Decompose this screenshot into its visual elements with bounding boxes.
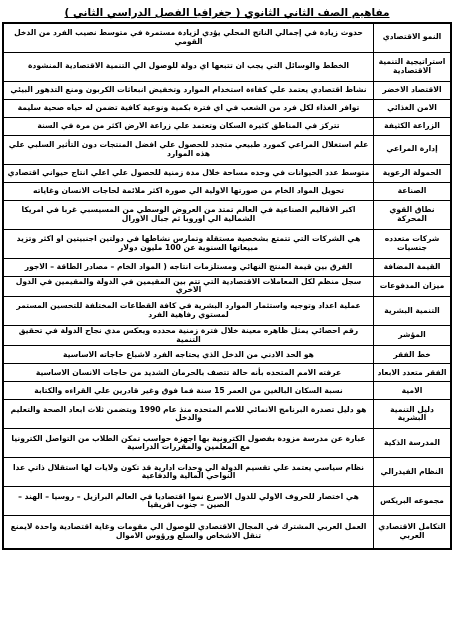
concept-definition: علم استغلال المراعي كمورد طبيعي متجدد للحصول علي افضل المنتجات دون التأثير السلبي علي هذه الموارد — [3, 135, 374, 164]
concept-term: خط الفقر — [374, 346, 452, 364]
concept-definition: هي الشركات التي تتمتع بشخصية مستقلة وتمارس نشاطها في دولتين اجنبيتين او اكثر وتزيد مبيعاتها السنوية عن 100 مليون دولار — [3, 229, 374, 258]
concept-term: شركات متعدده جنسيات — [374, 229, 452, 258]
table-row — [3, 135, 451, 164]
concept-term: المؤشر — [374, 325, 452, 345]
concept-definition: نسبة السكان البالغين من العمر 15 سنة فما فوق وغير قادرين علي القراءه والكتابة — [3, 382, 374, 400]
concept-term: التنمية البشرية — [374, 296, 452, 325]
concept-definition: رقم احصائي يمثل ظاهره معينة خلال فترة زمنية محدده ويعكس مدي نجاح الدولة في تحقيق التنمية — [3, 325, 374, 345]
concept-definition: سجل منظم لكل المعاملات الاقتصادية التي تتم بين المقيمين في الدولة والمقيمين في الدول الاخري — [3, 276, 374, 296]
page-title: مفاهيم الصف الثاني الثانوي ( جغرافيا الفصل الدراسي الثاني ) — [64, 7, 390, 19]
concept-term: الصناعة — [374, 182, 452, 200]
table-row — [3, 276, 451, 296]
concept-definition: نظام سياسي يعتمد علي تقسيم الدولة الي وحدات ادارية قد تكون ولايات لها استقلال ذاتي عدا النواحي المالية والدفاعية — [3, 458, 374, 487]
concept-term: استراتيجية التنمية الاقتصادية — [374, 52, 452, 81]
table-row — [3, 182, 451, 200]
concept-definition: عرفته الامم المتحده بأنه حالة تتصف بالحرمان الشديد من حاجات الانسان الاساسية — [3, 364, 374, 382]
concepts-table — [2, 22, 452, 550]
concept-definition: هو الحد الادني من الدخل الذي يحتاجه الفرد لاشباع حاجاته الاساسية — [3, 346, 374, 364]
table-row — [3, 164, 451, 182]
concept-term: المدرسة الذكية — [374, 429, 452, 458]
table-row — [3, 516, 451, 549]
concept-definition: العمل العربي المشترك في المجال الاقتصادي للوصول الي مقومات وغاية اقتصادية واحدة لايمنع تنقل الاشخاص والسلع ورؤوس الاموال — [3, 516, 374, 549]
concept-term: الاقتصاد الاخضر — [374, 81, 452, 99]
concept-term: القيمة المضافة — [374, 258, 452, 276]
concept-definition: نشاط اقتصادي يعتمد علي كفاءة استخدام الموارد وتخفيض انبعاثات الكربون ومنع التدهور البيئي — [3, 81, 374, 99]
table-row — [3, 229, 451, 258]
table-row — [3, 296, 451, 325]
concept-term: دليل التنمية البشرية — [374, 400, 452, 429]
concept-term: مجموعه البريكس — [374, 487, 452, 516]
table-row — [3, 258, 451, 276]
table-row — [3, 346, 451, 364]
concept-definition: هو دليل تصدرة البرنامج الانمائي للامم المتحده منذ عام 1990 ويتضمن ثلاث ابعاد الصحة والتعليم والدخل — [3, 400, 374, 429]
table-row — [3, 52, 451, 81]
table-row — [3, 117, 451, 135]
concept-term: إدارة المراعي — [374, 135, 452, 164]
table-row — [3, 23, 451, 52]
concept-term: نطاق القوي المحركة — [374, 200, 452, 229]
concept-term: الحمولة الرعوية — [374, 164, 452, 182]
table-row — [3, 200, 451, 229]
concept-definition: تتركز في المناطق كثيرة السكان وتعتمد علي زراعة الارض اكثر من مرة في السنة — [3, 117, 374, 135]
table-row — [3, 458, 451, 487]
concept-definition: حدوث زيادة في إجمالي الناتج المحلي يؤدي لزيادة مستمرة في متوسط نصيب الفرد من الدخل القومي — [3, 23, 374, 52]
table-row — [3, 364, 451, 382]
concept-term: ميزان المدفوعات — [374, 276, 452, 296]
table-row — [3, 81, 451, 99]
concept-definition: عملية اعداد وتوجيه واستثمار الموارد البشرية في كافة القطاعات المختلفة للتحسين المستمر لمستوي رفاهية الفرد — [3, 296, 374, 325]
concept-term: الامية — [374, 382, 452, 400]
concept-definition: عبارة عن مدرسة مزودة بفصول الكترونية بها اجهزة حواسب تمكن الطلاب من التواصل الكترونيا مع المعلمين والمقررات الدراسية — [3, 429, 374, 458]
table-row — [3, 382, 451, 400]
concept-definition: اكبر الاقاليم الصناعية في العالم تمتد من العروض الوسطي من المسيسبي غربا في امريكا الشمالية الي اوروبا ثم جبال الاورال — [3, 200, 374, 229]
table-row — [3, 429, 451, 458]
concept-term: التكامل الاقتصادي العربي — [374, 516, 452, 549]
concept-term: الفقر متعدد الابعاد — [374, 364, 452, 382]
table-row — [3, 400, 451, 429]
concepts-table-body — [3, 23, 451, 549]
table-row — [3, 325, 451, 345]
concept-term: النمو الاقتصادي — [374, 23, 452, 52]
table-row — [3, 487, 451, 516]
concept-definition: الفرق بين قيمة المنتج النهائي ومستلزمات انتاجه ( المواد الخام – مصادر الطاقة – الاجور — [3, 258, 374, 276]
concept-term: الامن الغذائي — [374, 99, 452, 117]
table-row — [3, 99, 451, 117]
concept-term: النظام الفيدرالي — [374, 458, 452, 487]
concept-definition: متوسط عدد الحيوانات في وحده مساحة خلال مدة زمنية للحصول علي اعلي انتاج حيواني اقتصادي — [3, 164, 374, 182]
concept-definition: توافر الغذاء لكل فرد من الشعب في اي فترة بكمية ونوعية كافية تضمن له حياه صحية سليمة — [3, 99, 374, 117]
concept-definition: تحويل المواد الخام من صورتها الاولية الي صورة اكثر ملائمة لحاجات الانسان وغاياته — [3, 182, 374, 200]
concept-definition: الخطط والوسائل التي يجب ان تتبعها اي دولة للوصول الي التنمية الاقتصادية المنشودة — [3, 52, 374, 81]
concept-term: الزراعة الكثيفة — [374, 117, 452, 135]
concept-definition: هي اختصار للحروف الاولي للدول الاسرع نموا اقتصاديا في العالم البرازيل – روسيا – الهند – الصين – جنوب افريقيا — [3, 487, 374, 516]
